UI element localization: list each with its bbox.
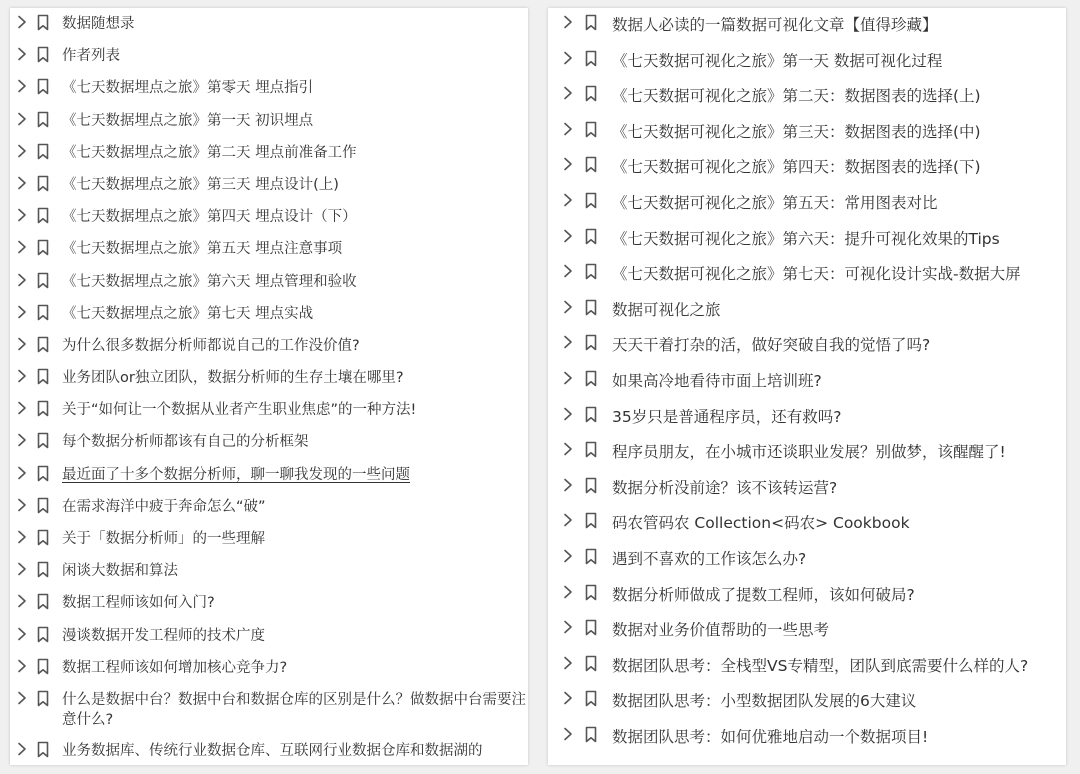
bookmark-label[interactable]: 程序员朋友，在小城市还谈职业发展？别做梦，该醒醒了! [612,443,1006,462]
bookmark-icon [36,432,50,449]
chevron-right-icon[interactable] [560,690,576,706]
bookmark-label[interactable]: 《七天数据埋点之旅》第零天 埋点指引 [62,80,314,97]
bookmark-label[interactable]: 业务团队or独立团队，数据分析师的生存土壤在哪里? [62,370,404,387]
bookmark-item[interactable] [10,491,528,523]
bookmark-item[interactable] [548,400,1066,436]
bookmark-label[interactable]: 最近面了十多个数据分析师，聊一聊我发现的一些问题 [62,466,410,483]
bookmark-icon [36,175,50,192]
bookmark-icon [584,192,598,209]
bookmark-icon [36,626,50,643]
bookmark-icon [36,465,50,482]
bookmark-icon [584,441,598,458]
chevron-right-icon[interactable] [14,14,30,30]
bookmark-icon [584,406,598,423]
bookmark-item[interactable] [10,266,528,298]
chevron-right-icon[interactable] [560,726,576,742]
bookmark-item[interactable] [548,79,1066,115]
chevron-right-icon[interactable] [560,228,576,244]
bookmark-item[interactable] [548,613,1066,649]
bookmark-item[interactable] [548,435,1066,471]
bookmark-icon [584,619,598,636]
bookmark-icon [36,46,50,63]
chevron-right-icon[interactable] [14,239,30,255]
chevron-right-icon[interactable] [14,46,30,62]
bookmark-item[interactable] [10,684,528,735]
bookmark-label[interactable]: 《七天数据埋点之旅》第四天 埋点设计（下） [62,209,357,226]
bookmark-label[interactable]: 《七天数据可视化之旅》第四天：数据图表的选择(下) [612,158,981,177]
bookmark-label[interactable]: 数据随想录 [62,16,135,32]
bookmark-label[interactable]: 《七天数据埋点之旅》第二天 埋点前准备工作 [62,144,357,161]
left-bookmark-list [10,8,528,765]
bookmark-item[interactable] [10,233,528,265]
bookmark-label[interactable]: 《七天数据可视化之旅》第五天：常用图表对比 [612,193,938,212]
bookmark-item[interactable] [10,72,528,104]
bookmark-item[interactable] [548,257,1066,293]
bookmark-label[interactable]: 数据团队思考：全栈型VS专精型，团队到底需要什么样的人? [612,656,1029,675]
chevron-right-icon[interactable] [14,78,30,94]
right-bookmark-panel [548,8,1066,765]
bookmark-icon [584,584,598,601]
bookmark-icon [36,207,50,224]
chevron-right-icon[interactable] [560,619,576,635]
bookmark-item[interactable] [10,426,528,458]
bookmark-icon [36,272,50,289]
chevron-right-icon[interactable] [14,593,30,609]
bookmark-label[interactable]: 什么是数据中台？数据中台和数据仓库的区别是什么？做数据中台需要注意什么? [62,691,526,728]
bookmark-label[interactable]: 码农管码农 Collection<码农> Cookbook [612,514,910,533]
bookmark-icon [36,336,50,353]
chevron-right-icon[interactable] [14,690,30,706]
bookmark-item[interactable] [10,394,528,426]
bookmark-icon [36,561,50,578]
bookmark-label[interactable]: 《七天数据埋点之旅》第六天 埋点管理和验收 [62,273,357,290]
bookmark-item[interactable] [548,44,1066,80]
chevron-right-icon[interactable] [560,477,576,493]
bookmark-label[interactable]: 数据分析师做成了提数工程师，该如何破局? [612,585,915,604]
bookmark-label[interactable]: 《七天数据埋点之旅》第七天 埋点实战 [62,305,314,322]
bookmark-icon [584,121,598,138]
bookmark-icon [36,143,50,160]
chevron-right-icon[interactable] [560,441,576,457]
chevron-right-icon[interactable] [14,561,30,577]
chevron-right-icon[interactable] [560,14,576,30]
chevron-right-icon[interactable] [14,400,30,416]
bookmark-label[interactable]: 《七天数据埋点之旅》第一天 初识埋点 [62,112,314,129]
bookmark-item[interactable] [10,330,528,362]
chevron-right-icon[interactable] [14,336,30,352]
bookmark-item[interactable] [548,578,1066,614]
chevron-right-icon[interactable] [14,111,30,127]
bookmark-item[interactable] [548,186,1066,222]
bookmark-item[interactable] [548,649,1066,685]
bookmark-item[interactable] [10,620,528,652]
bookmark-item[interactable] [10,459,528,491]
bookmark-icon [36,400,50,417]
chevron-right-icon[interactable] [14,741,30,757]
bookmark-icon [36,593,50,610]
chevron-right-icon[interactable] [560,156,576,172]
chevron-right-icon[interactable] [560,263,576,279]
bookmark-label[interactable]: 作者列表 [62,48,120,65]
right-bookmark-list [548,8,1066,755]
chevron-right-icon[interactable] [14,207,30,223]
bookmark-item[interactable] [548,684,1066,720]
bookmark-icon [36,304,50,321]
bookmark-item[interactable] [10,587,528,619]
bookmark-item[interactable] [10,105,528,137]
bookmark-item[interactable] [10,523,528,555]
bookmark-item[interactable] [548,293,1066,329]
bookmark-label[interactable]: 闲谈大数据和算法 [62,563,178,580]
bookmark-label[interactable]: 《七天数据可视化之旅》第六天：提升可视化效果的Tips [612,229,1000,248]
bookmark-item[interactable] [548,8,1066,44]
bookmark-label[interactable]: 如果高冷地看待市面上培训班? [612,371,822,390]
chevron-right-icon[interactable] [560,121,576,137]
bookmark-label[interactable]: 遇到不喜欢的工作该怎么办? [612,549,807,568]
bookmark-label[interactable]: 数据团队思考：小型数据团队发展的6大建议 [612,692,917,711]
chevron-right-icon[interactable] [560,584,576,600]
bookmark-icon [36,529,50,546]
bookmark-item[interactable] [548,542,1066,578]
chevron-right-icon[interactable] [14,432,30,448]
chevron-right-icon[interactable] [560,50,576,66]
bookmark-label[interactable]: 漫谈数据开发工程师的技术广度 [62,627,265,644]
bookmark-icon [584,14,598,31]
bookmark-icon [584,477,598,494]
bookmark-icon [584,156,598,173]
bookmark-icon [584,370,598,387]
bookmark-item[interactable] [548,222,1066,258]
bookmark-item[interactable] [548,115,1066,151]
bookmark-item[interactable] [10,362,528,394]
chevron-right-icon[interactable] [560,655,576,671]
bookmark-icon [36,78,50,95]
bookmark-label[interactable]: 为什么很多数据分析师都说自己的工作没价值? [62,337,360,354]
bookmark-item[interactable] [10,298,528,330]
bookmark-icon [584,726,598,743]
bookmark-label[interactable]: 业务数据库、传统行业数据仓库、互联网行业数据仓库和数据湖的 [62,742,483,759]
chevron-right-icon[interactable] [14,368,30,384]
bookmark-icon [584,548,598,565]
chevron-right-icon[interactable] [14,272,30,288]
bookmark-item[interactable] [548,364,1066,400]
bookmark-item[interactable] [10,40,528,72]
bookmark-item[interactable] [10,8,528,40]
chevron-right-icon[interactable] [14,529,30,545]
bookmark-item[interactable] [10,735,528,765]
chevron-right-icon[interactable] [14,465,30,481]
bookmark-item[interactable] [548,506,1066,542]
bookmark-icon [36,368,50,385]
chevron-right-icon[interactable] [560,334,576,350]
bookmark-label[interactable]: 数据工程师该如何增加核心竞争力? [62,659,288,676]
left-bookmark-panel [10,8,528,765]
chevron-right-icon[interactable] [14,175,30,191]
bookmark-label[interactable]: 数据可视化之旅 [612,300,721,319]
chevron-right-icon[interactable] [560,85,576,101]
bookmark-icon [36,239,50,256]
bookmark-label[interactable]: 每个数据分析师都该有自己的分析框架 [62,434,309,451]
bookmark-label[interactable]: 关于“如何让一个数据从业者产生职业焦虑”的一种方法! [62,402,417,419]
chevron-right-icon[interactable] [14,497,30,513]
bookmark-icon [36,658,50,675]
bookmark-item[interactable] [10,201,528,233]
chevron-right-icon[interactable] [560,512,576,528]
bookmark-label[interactable]: 数据工程师该如何入门? [62,595,215,612]
chevron-right-icon[interactable] [560,299,576,315]
chevron-right-icon[interactable] [14,658,30,674]
chevron-right-icon[interactable] [14,143,30,159]
bookmark-icon [36,14,50,31]
bookmark-label[interactable]: 关于「数据分析师」的一些理解 [62,531,265,547]
bookmark-label[interactable]: 数据人必读的一篇数据可视化文章【值得珍藏】 [612,16,938,34]
bookmark-item[interactable] [10,555,528,587]
bookmark-label[interactable]: 《七天数据埋点之旅》第五天 埋点注意事项 [62,241,343,258]
bookmark-icon [584,263,598,280]
chevron-right-icon[interactable] [14,304,30,320]
bookmark-icon [36,741,50,758]
bookmark-icon [584,512,598,529]
bookmark-label[interactable]: 在需求海洋中疲于奔命怎么“破” [62,498,266,515]
bookmark-icon [36,111,50,128]
bookmark-label[interactable]: 数据分析没前途？该不该转运营? [612,478,838,497]
chevron-right-icon[interactable] [560,370,576,386]
bookmark-label[interactable]: 《七天数据可视化之旅》第一天 数据可视化过程 [612,51,943,70]
bookmark-icon [36,497,50,514]
bookmark-icon [584,299,598,316]
bookmark-label[interactable]: 数据对业务价值帮助的一些思考 [612,621,830,640]
bookmark-item[interactable] [10,169,528,201]
bookmark-item[interactable] [548,471,1066,507]
bookmark-label[interactable]: 《七天数据可视化之旅》第二天：数据图表的选择(上) [612,87,981,106]
bookmark-item[interactable] [10,652,528,684]
bookmark-item[interactable] [548,328,1066,364]
bookmark-icon [584,50,598,67]
bookmark-icon [36,690,50,707]
chevron-right-icon[interactable] [14,626,30,642]
bookmark-label[interactable]: 《七天数据可视化之旅》第三天：数据图表的选择(中) [612,122,981,141]
bookmark-item[interactable] [548,720,1066,756]
bookmark-label[interactable]: 《七天数据可视化之旅》第七天：可视化设计实战-数据大屏 [612,265,1021,284]
bookmark-icon [584,334,598,351]
bookmark-icon [584,228,598,245]
chevron-right-icon[interactable] [560,406,576,422]
bookmark-label[interactable]: 天天干着打杂的活，做好突破自我的觉悟了吗? [612,336,931,355]
bookmark-icon [584,690,598,707]
bookmark-icon [584,85,598,102]
bookmark-item[interactable] [548,150,1066,186]
chevron-right-icon[interactable] [560,192,576,208]
bookmark-item[interactable] [10,137,528,169]
bookmark-label[interactable]: 《七天数据埋点之旅》第三天 埋点设计(上) [62,176,339,193]
bookmark-icon [584,655,598,672]
bookmark-label[interactable]: 数据团队思考：如何优雅地启动一个数据项目! [612,727,929,746]
bookmark-label[interactable]: 35岁只是普通程序员，还有救吗? [612,407,842,426]
chevron-right-icon[interactable] [560,548,576,564]
